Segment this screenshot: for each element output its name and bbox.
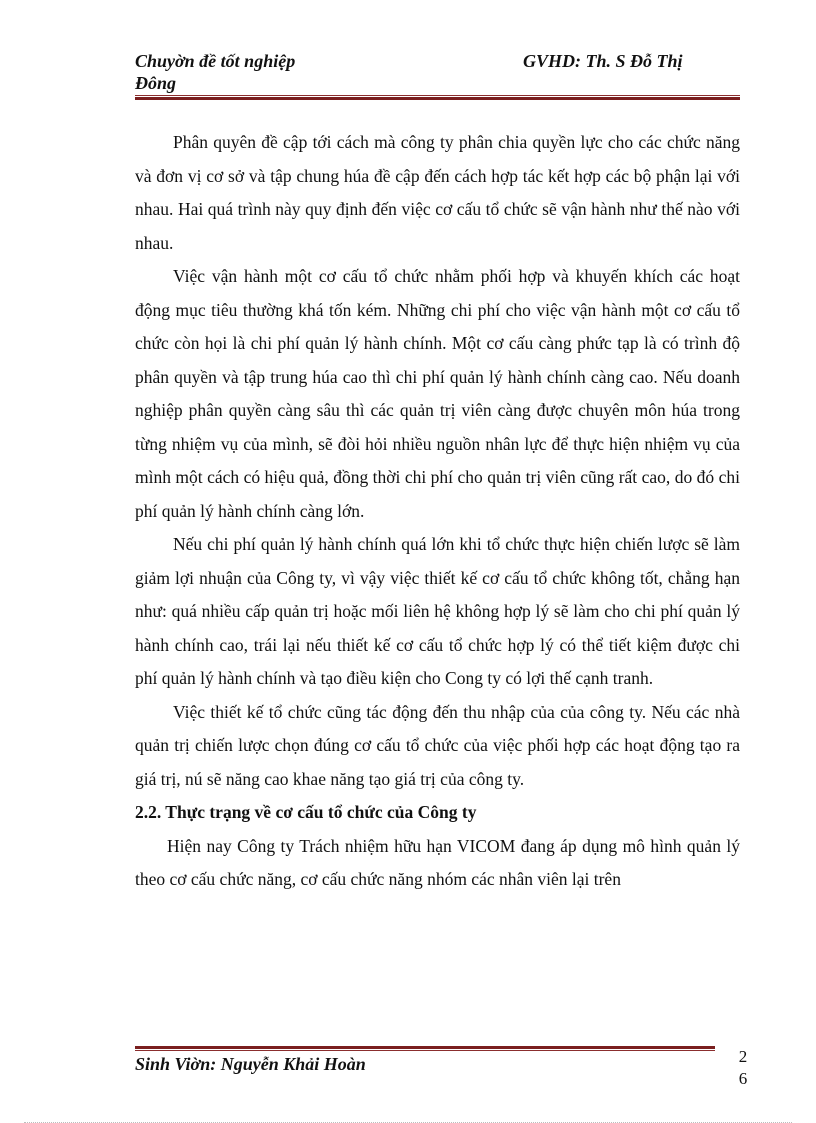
section-heading: 2.2. Thực trạng về cơ cấu tổ chức của Công ty: [135, 802, 477, 822]
page-number-digit-2: 6: [738, 1069, 748, 1088]
header-rule: [135, 95, 740, 100]
paragraph-admin-cost: Nếu chi phí quản lý hành chính quá lớn khi tổ chức thực hiện chiến lược sẽ làm giảm lợi nhuận của Công ty, vì vậy việc thiết kế cơ cấu tổ chức không tốt, chẳng hạn như: quá nhiều cấp quản trị hoặc mối liên hệ không hợp lý sẽ làm cho chi phí quản lý hành chính cao, trái lại nếu thiết kế cơ cấu tổ chức hợp lý có thể tiết kiệm được chi phí quản lý hành chính và tạo điều kiện cho Cong ty có lợi thế cạnh tranh.: [135, 534, 740, 688]
paragraph-operating-cost: Việc vận hành một cơ cấu tổ chức nhằm phối hợp và khuyến khích các hoạt động mục tiêu thường khá tốn kém. Những chi phí cho việc vận hành một cơ cấu tổ chức còn họi là chi phí quản lý hành chính. Một cơ cấu càng phức tạp là có trình độ phân quyền và tập trung húa cao thì chi phí quản lý hành chính càng cao. Nếu doanh nghiệp phân quyền càng sâu thì các quản trị viên càng được chuyên môn húa trong từng nhiệm vụ của mình, sẽ đòi hỏi nhiều nguồn nhân lực để thực hiện nhiệm vụ của mình một cách có hiệu quả, đồng thời chi phí cho quản trị viên cũng rất cao, do đó chi phí quản lý hành chính càng lớn.: [135, 266, 740, 521]
header-supervisor: GVHD: Th. S Đỗ Thị: [523, 51, 683, 71]
paragraph-income-effect: Việc thiết kế tổ chức cũng tác động đến thu nhập của của công ty. Nếu các nhà quản trị chiến lược chọn đúng cơ cấu tổ chức của việc phối hợp các hoạt động tạo ra giá trị, nú sẽ năng cao khae năng tạo giá trị của công ty.: [135, 701, 740, 789]
page-number: [736, 1046, 750, 1090]
page-number-digit-1: 2: [738, 1047, 748, 1066]
footer-student-name: Sinh Viờn: Nguyễn Khải Hoàn: [135, 1054, 366, 1074]
header-title-line-1: Chuyờn đề tốt nghiệp: [135, 51, 296, 71]
header-document-title: [135, 50, 395, 94]
paragraph-current-structure: Hiện nay Công ty Trách nhiệm hữu hạn VICOM đang áp dụng mô hình quản lý theo cơ cấu chức năng, cơ cấu chức năng nhóm các nhân viên lại trên: [135, 835, 740, 889]
page-header: [135, 50, 740, 98]
paragraph-decentralization: Phân quyên đề cập tới cách mà công ty phân chia quyền lực cho các chức năng và đơn vị cơ sở và tập chung húa đề cập đến cách hợp tác kết hợp các bộ phận lại với nhau. Hai quá trình này quy định đến việc cơ cấu tổ chức sẽ vận hành như thế nào với nhau.: [135, 132, 740, 253]
document-body: [135, 126, 740, 897]
footer-rule: [135, 1046, 715, 1051]
header-title-line-2: Đông: [135, 73, 177, 93]
